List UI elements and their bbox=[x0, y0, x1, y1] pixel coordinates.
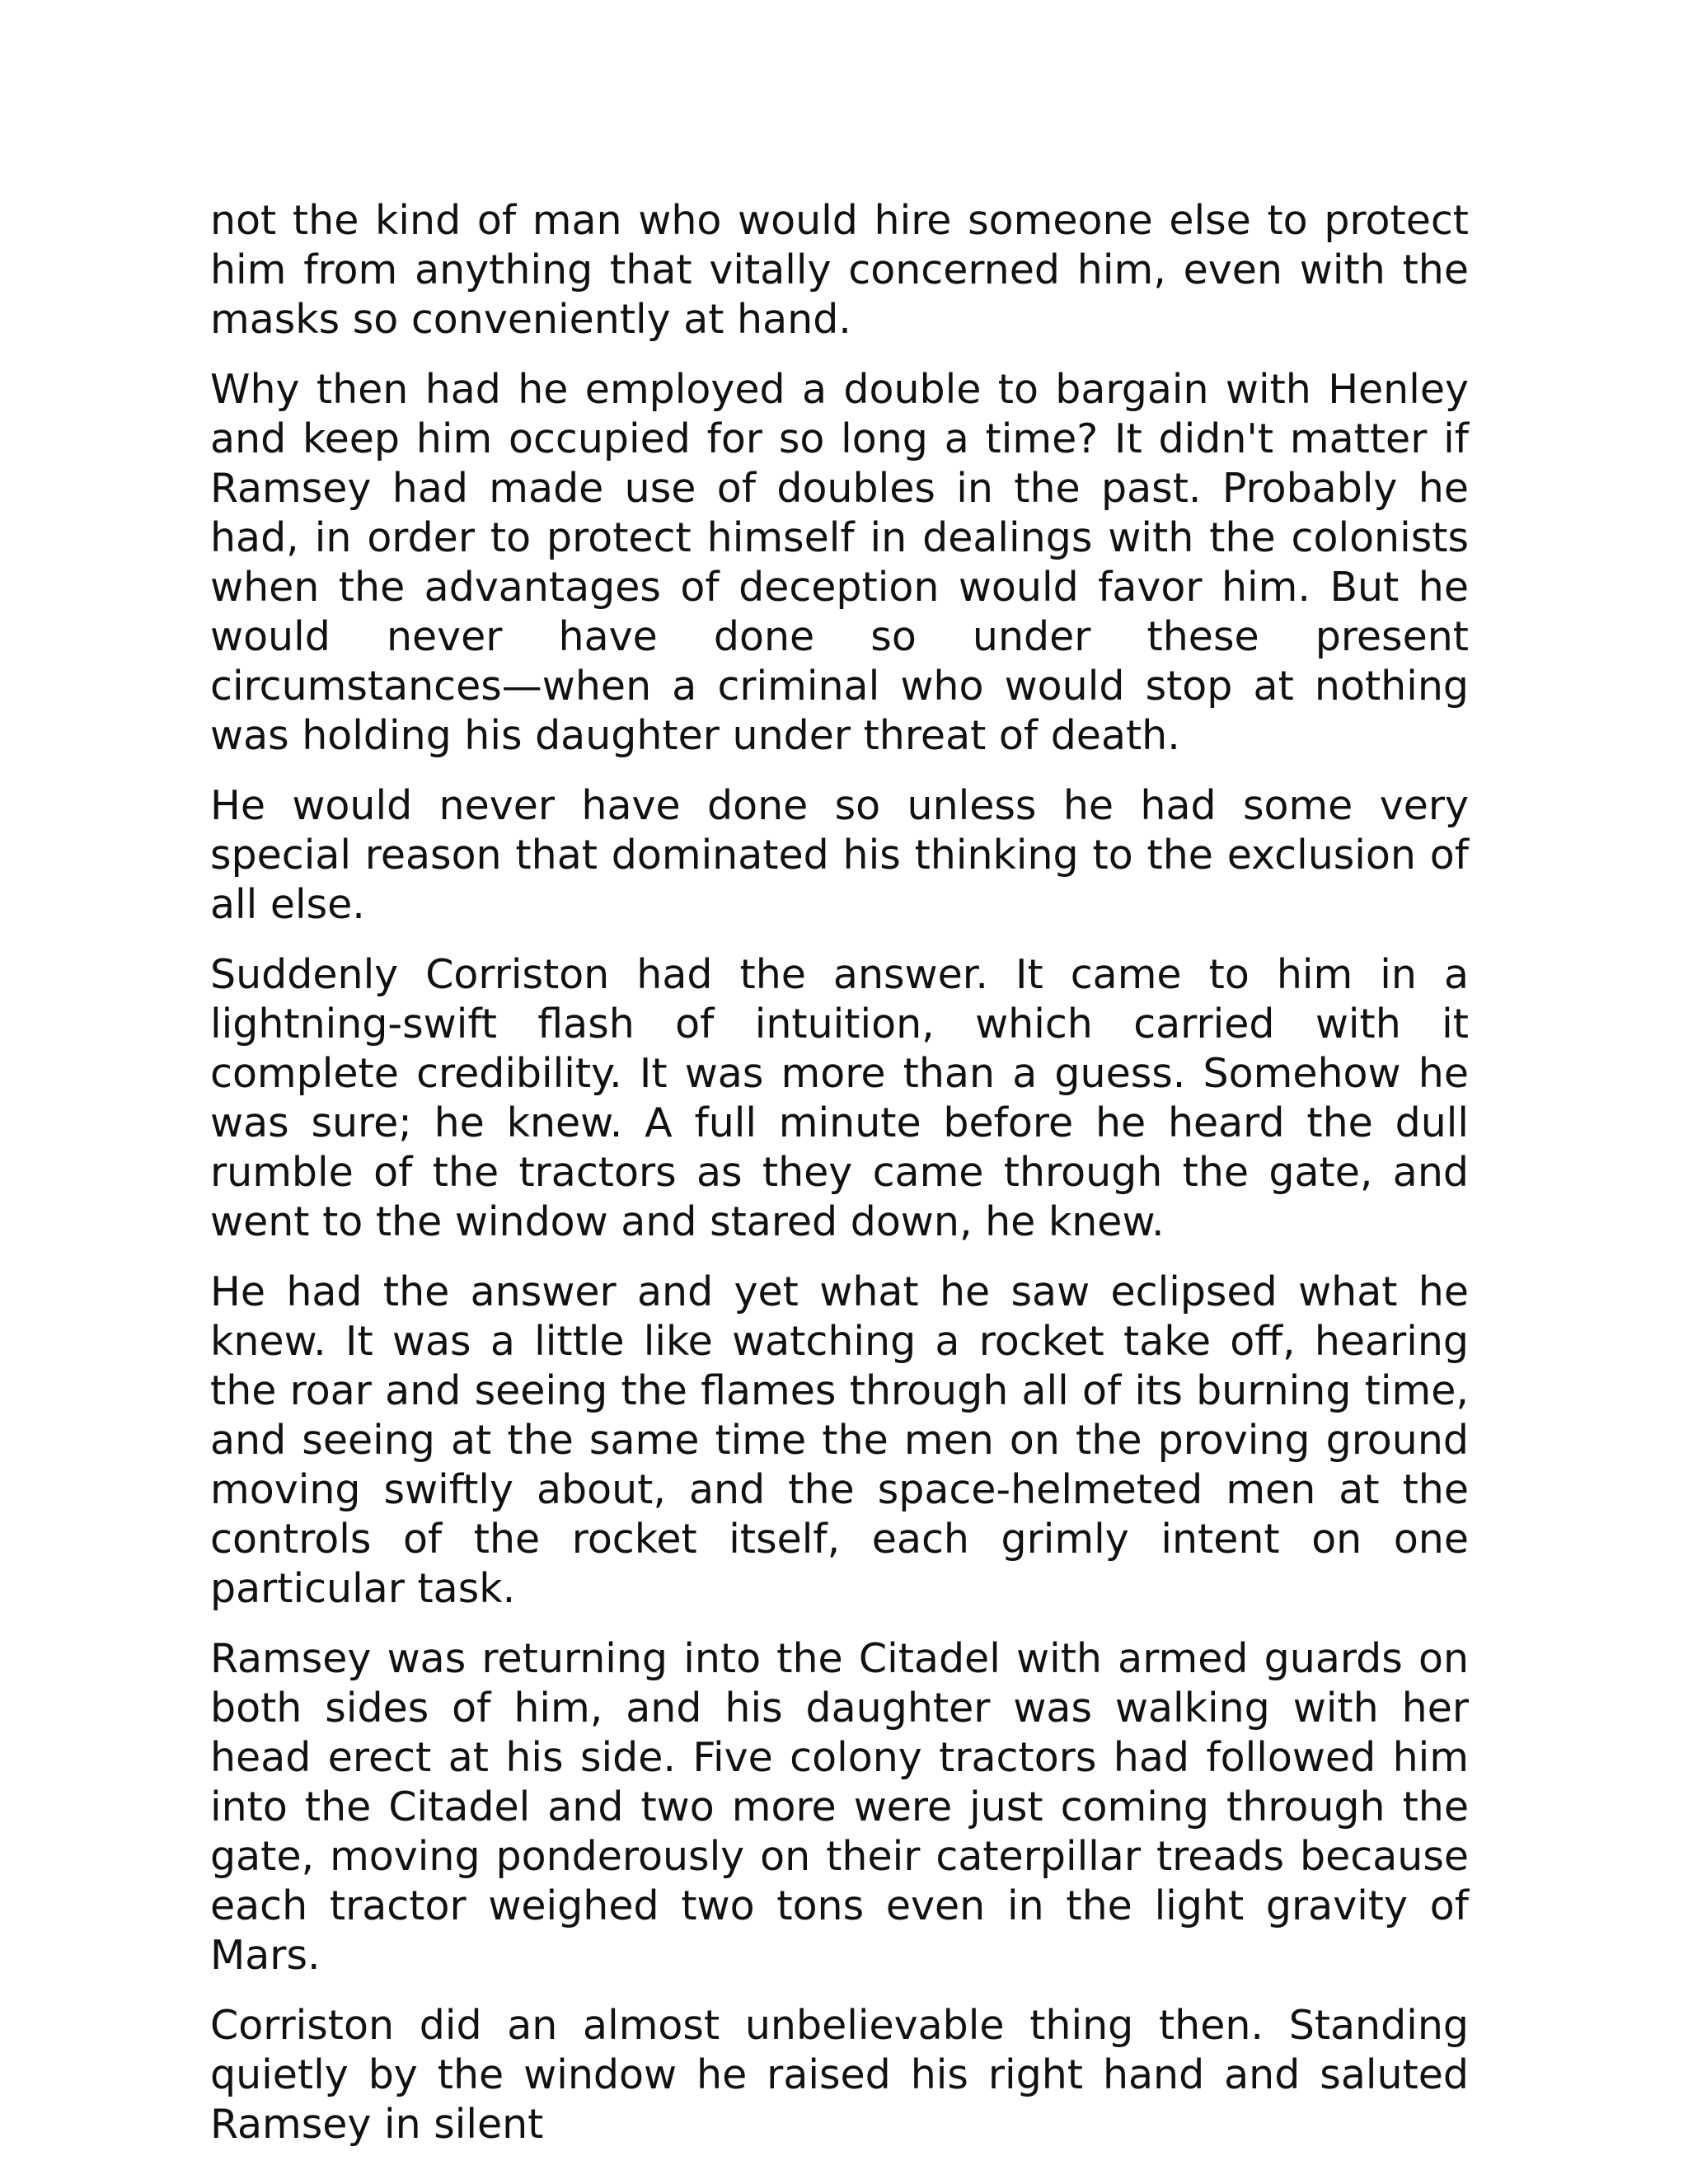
paragraph: Why then had he employed a double to bargain with Henley and keep him occupied for so long a time? It didn't matter if Ramsey had made use of doubles in the past. Probably he had, in order to protect himself in dealings with the colonists when the advantages of deception would favor him. But he would never have done so under these present circumstances—when a criminal who would stop at nothing was holding his daughter under threat of death. bbox=[210, 366, 1469, 759]
paragraph: Suddenly Corriston had the answer. It came to him in a lightning-swift flash of intuition, which carried with it complete credibility. It was more than a guess. Somehow he was sure; he knew. A full minute before he heard the dull rumble of the tractors as they came through the gate, and went to the window and stared down, he knew. bbox=[210, 951, 1469, 1245]
paragraph: He had the answer and yet what he saw eclipsed what he knew. It was a little like watching a rocket take off, hearing the roar and seeing the flames through all of its burning time, and seeing at the same time the men on the proving ground moving swiftly about, and the space-helmeted men at the controls of the rocket itself, each grimly intent on one particular task. bbox=[210, 1268, 1469, 1612]
page-text bbox=[210, 196, 1469, 2170]
paragraph: Corriston did an almost unbelievable thing then. Standing quietly by the window he raised his right hand and saluted Ramsey in silent bbox=[210, 2002, 1469, 2148]
paragraph: He would never have done so unless he had some very special reason that dominated his thinking to the exclusion of all else. bbox=[210, 782, 1469, 928]
paragraph: not the kind of man who would hire someone else to protect him from anything that vitally concerned him, even with the masks so conveniently at hand. bbox=[210, 197, 1469, 343]
paragraph: Ramsey was returning into the Citadel with armed guards on both sides of him, and his daughter was walking with her head erect at his side. Five colony tractors had followed him into the Citadel and two more were just coming through the gate, moving ponderously on their caterpillar treads because each tractor weighed two tons even in the light gravity of Mars. bbox=[210, 1635, 1469, 1979]
